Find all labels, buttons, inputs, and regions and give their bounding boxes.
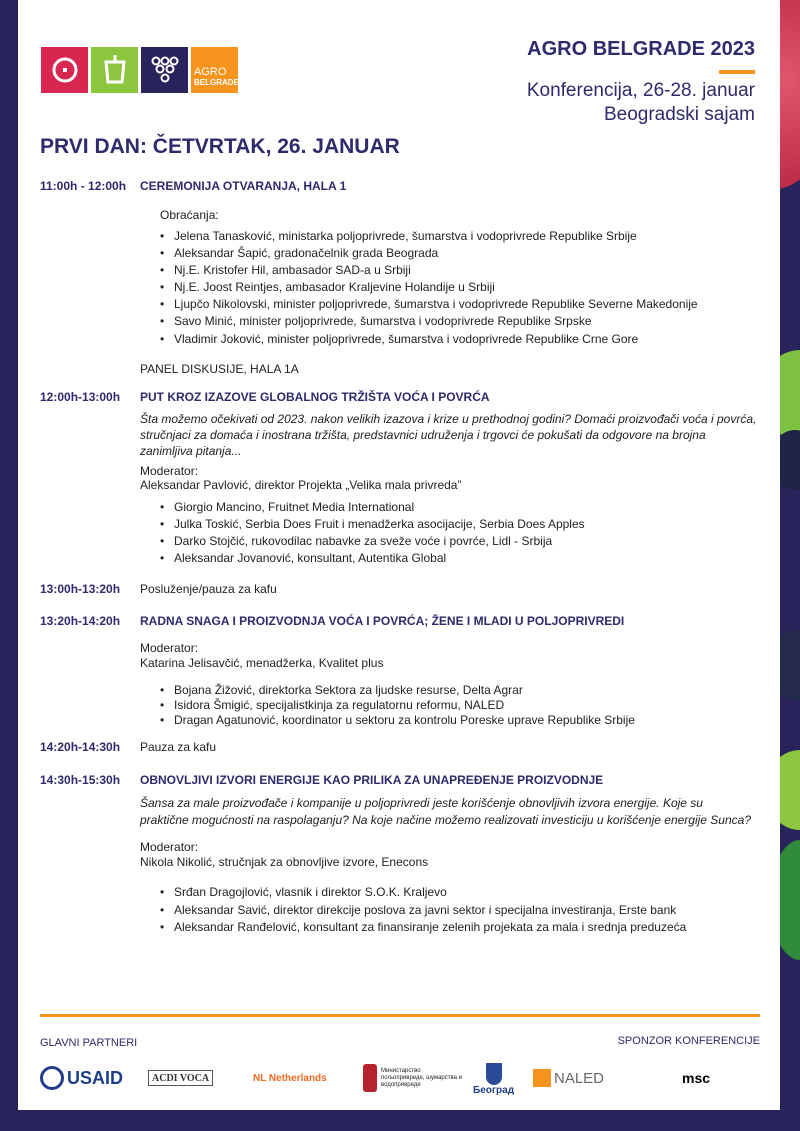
speaker-item: • Jelena Tanasković, ministarka poljoprivrede, šumarstva i vodoprivrede Republike Srbije <box>174 229 637 243</box>
moderator-label: Moderator: <box>140 641 199 655</box>
naled-icon <box>533 1069 551 1087</box>
grapes-icon <box>150 55 180 85</box>
speeches-label: Obraćanja: <box>160 208 219 222</box>
moderator-name: Aleksandar Pavlović, direktor Projekta „Velika mala privreda” <box>140 478 462 492</box>
moderator-label: Moderator: <box>140 840 199 854</box>
speaker-item: • Ljupčo Nikolovski, minister poljoprivrede, šumarstva i vodoprivrede Republike Severne Makedonije <box>174 297 698 311</box>
panelist-item: • Dragan Agatunović, koordinator u sektoru za kontrolu Poreske uprave Republike Srbije <box>174 713 635 727</box>
session-time: 13:00h-13:20h <box>40 582 121 596</box>
netherlands-logo: NL Netherlands <box>253 1072 327 1084</box>
session-time: 14:30h-15:30h <box>40 773 121 787</box>
panel-label: PANEL DISKUSIJE, HALA 1A <box>140 362 299 376</box>
pepper-icon <box>100 53 130 87</box>
session-title: CEREMONIJA OTVARANJA, HALA 1 <box>140 179 347 193</box>
panelist-item: • Darko Stojčić, rukovodilac nabavke za sveže voće i povrće, Lidl - Srbija <box>174 534 552 548</box>
event-venue: Beogradski sajam <box>603 104 755 125</box>
ministry-logo: Министарство пољопривреде, шумарства и водопривреде <box>363 1062 463 1094</box>
flower-icon <box>50 55 80 85</box>
session-description: stručnjaci za domaća i inostrana tržišta, predstavnici udruženja i trgovci će pokušati da odgovore na brojna <box>140 428 706 442</box>
title-underline <box>719 70 755 74</box>
speaker-item: • Vladimir Joković, minister poljoprivrede, šumarstva i vodoprivrede Republike Crne Gore <box>174 332 638 346</box>
session-title: OBNOVLJIVI IZVORI ENERGIJE KAO PRILIKA ZA UNAPREĐENJE PROIZVODNJE <box>140 773 604 787</box>
moderator-name: Katarina Jelisavčić, menadžerka, Kvalitet plus <box>140 656 384 670</box>
program-page <box>18 0 780 1110</box>
msc-logo: msc <box>682 1070 711 1086</box>
break-label: Pauza za kafu <box>140 740 217 754</box>
session-title: PUT KROZ IZAZOVE GLOBALNOG TRŽIŠTA VOĆA I POVRĆA <box>140 390 490 404</box>
session-time: 11:00h - 12:00h <box>40 179 127 193</box>
usaid-logo: USAID <box>40 1062 123 1094</box>
panelist-item: • Aleksandar Savić, direktor direkcije poslova za javni sektor i specijalna investiranja, Erste bank <box>174 903 676 917</box>
panelist-item: • Isidora Šmigić, specijalistkinja za regulatornu reformu, NALED <box>174 698 504 712</box>
moderator-label: Moderator: <box>140 464 199 478</box>
event-dates: Konferencija, 26-28. januar <box>526 80 755 101</box>
naled-logo: NALED <box>533 1062 604 1094</box>
session-description: Šansa za male proizvođače i kompanije u poljoprivredi jeste korišćenje obnovljivih izvora energije. Koje su <box>140 796 703 810</box>
logo-flower-tile <box>41 47 88 93</box>
footer-divider <box>40 1014 760 1017</box>
moderator-name: Nikola Nikolić, stručnjak za obnovljive izvore, Enecons <box>140 855 429 869</box>
beograd-logo: Београд <box>473 1050 514 1096</box>
session-time: 12:00h-13:00h <box>40 390 121 404</box>
beograd-coat-of-arms-icon <box>486 1063 502 1085</box>
speaker-item: • Aleksandar Šapić, gradonačelnik grada Beograda <box>174 246 438 260</box>
usaid-seal-icon <box>40 1066 64 1090</box>
session-time: 13:20h-14:20h <box>40 614 121 628</box>
panelist-item: • Aleksandar Ranđelović, konsultant za finansiranje zelenih projekata za mala i srednja preduzeća <box>174 920 686 934</box>
speaker-item: • Savo Minić, minister poljoprivrede, šumarstva i vodoprivrede Republike Srpske <box>174 314 592 328</box>
partners-label: GLAVNI PARTNERI <box>40 1037 138 1049</box>
panelist-item: • Giorgio Mancino, Fruitnet Media International <box>174 500 414 514</box>
session-description: zanimljiva pitanja... <box>140 444 242 458</box>
break-label: Posluženje/pauza za kafu <box>140 582 277 596</box>
session-description: praktične mogućnosti na raspolaganju? Na koje načine možemo realizovati investiciju u korišćenje energije Sunca? <box>140 813 752 827</box>
panelist-item: • Julka Toskić, Serbia Does Fruit i menadžerka asocijacije, Serbia Does Apples <box>174 517 585 531</box>
session-time: 14:20h-14:30h <box>40 740 121 754</box>
panelist-item: • Aleksandar Jovanović, konsultant, Autentika Global <box>174 551 446 565</box>
panelist-item: • Bojana Žižović, direktorka Sektora za ljudske resurse, Delta Agrar <box>174 683 523 697</box>
sponsor-label: SPONZOR KONFERENCIJE <box>617 1035 760 1047</box>
session-title: RADNA SNAGA I PROIZVODNJA VOĆA I POVRĆA; ŽENE I MLADI U POLJOPRIVREDI <box>140 614 625 628</box>
event-title: AGRO BELGRADE 2023 <box>527 38 755 60</box>
speaker-item: • Nj.E. Joost Reintjes, ambasador Kraljevine Holandije u Srbiji <box>174 280 495 294</box>
logo-grapes-tile <box>141 47 188 93</box>
logo-pepper-tile <box>91 47 138 93</box>
serbia-coat-of-arms-icon <box>363 1064 377 1092</box>
acdi-voca-logo: ACDI VOCA <box>148 1070 213 1086</box>
speaker-item: • Nj.E. Kristofer Hil, ambasador SAD-a u Srbiji <box>174 263 411 277</box>
logo-agro-belgrade: AGRO BELGRADE <box>191 47 238 93</box>
panelist-item: • Srđan Dragojlović, vlasnik i direktor S.O.K. Kraljevo <box>174 885 447 899</box>
session-description: Šta možemo očekivati od 2023. nakon velikih izazova i krize u prethodnoj godini? Domaći proizvođači voća i povrća, <box>140 412 757 426</box>
day-title: PRVI DAN: ČETVRTAK, 26. JANUAR <box>40 135 400 158</box>
